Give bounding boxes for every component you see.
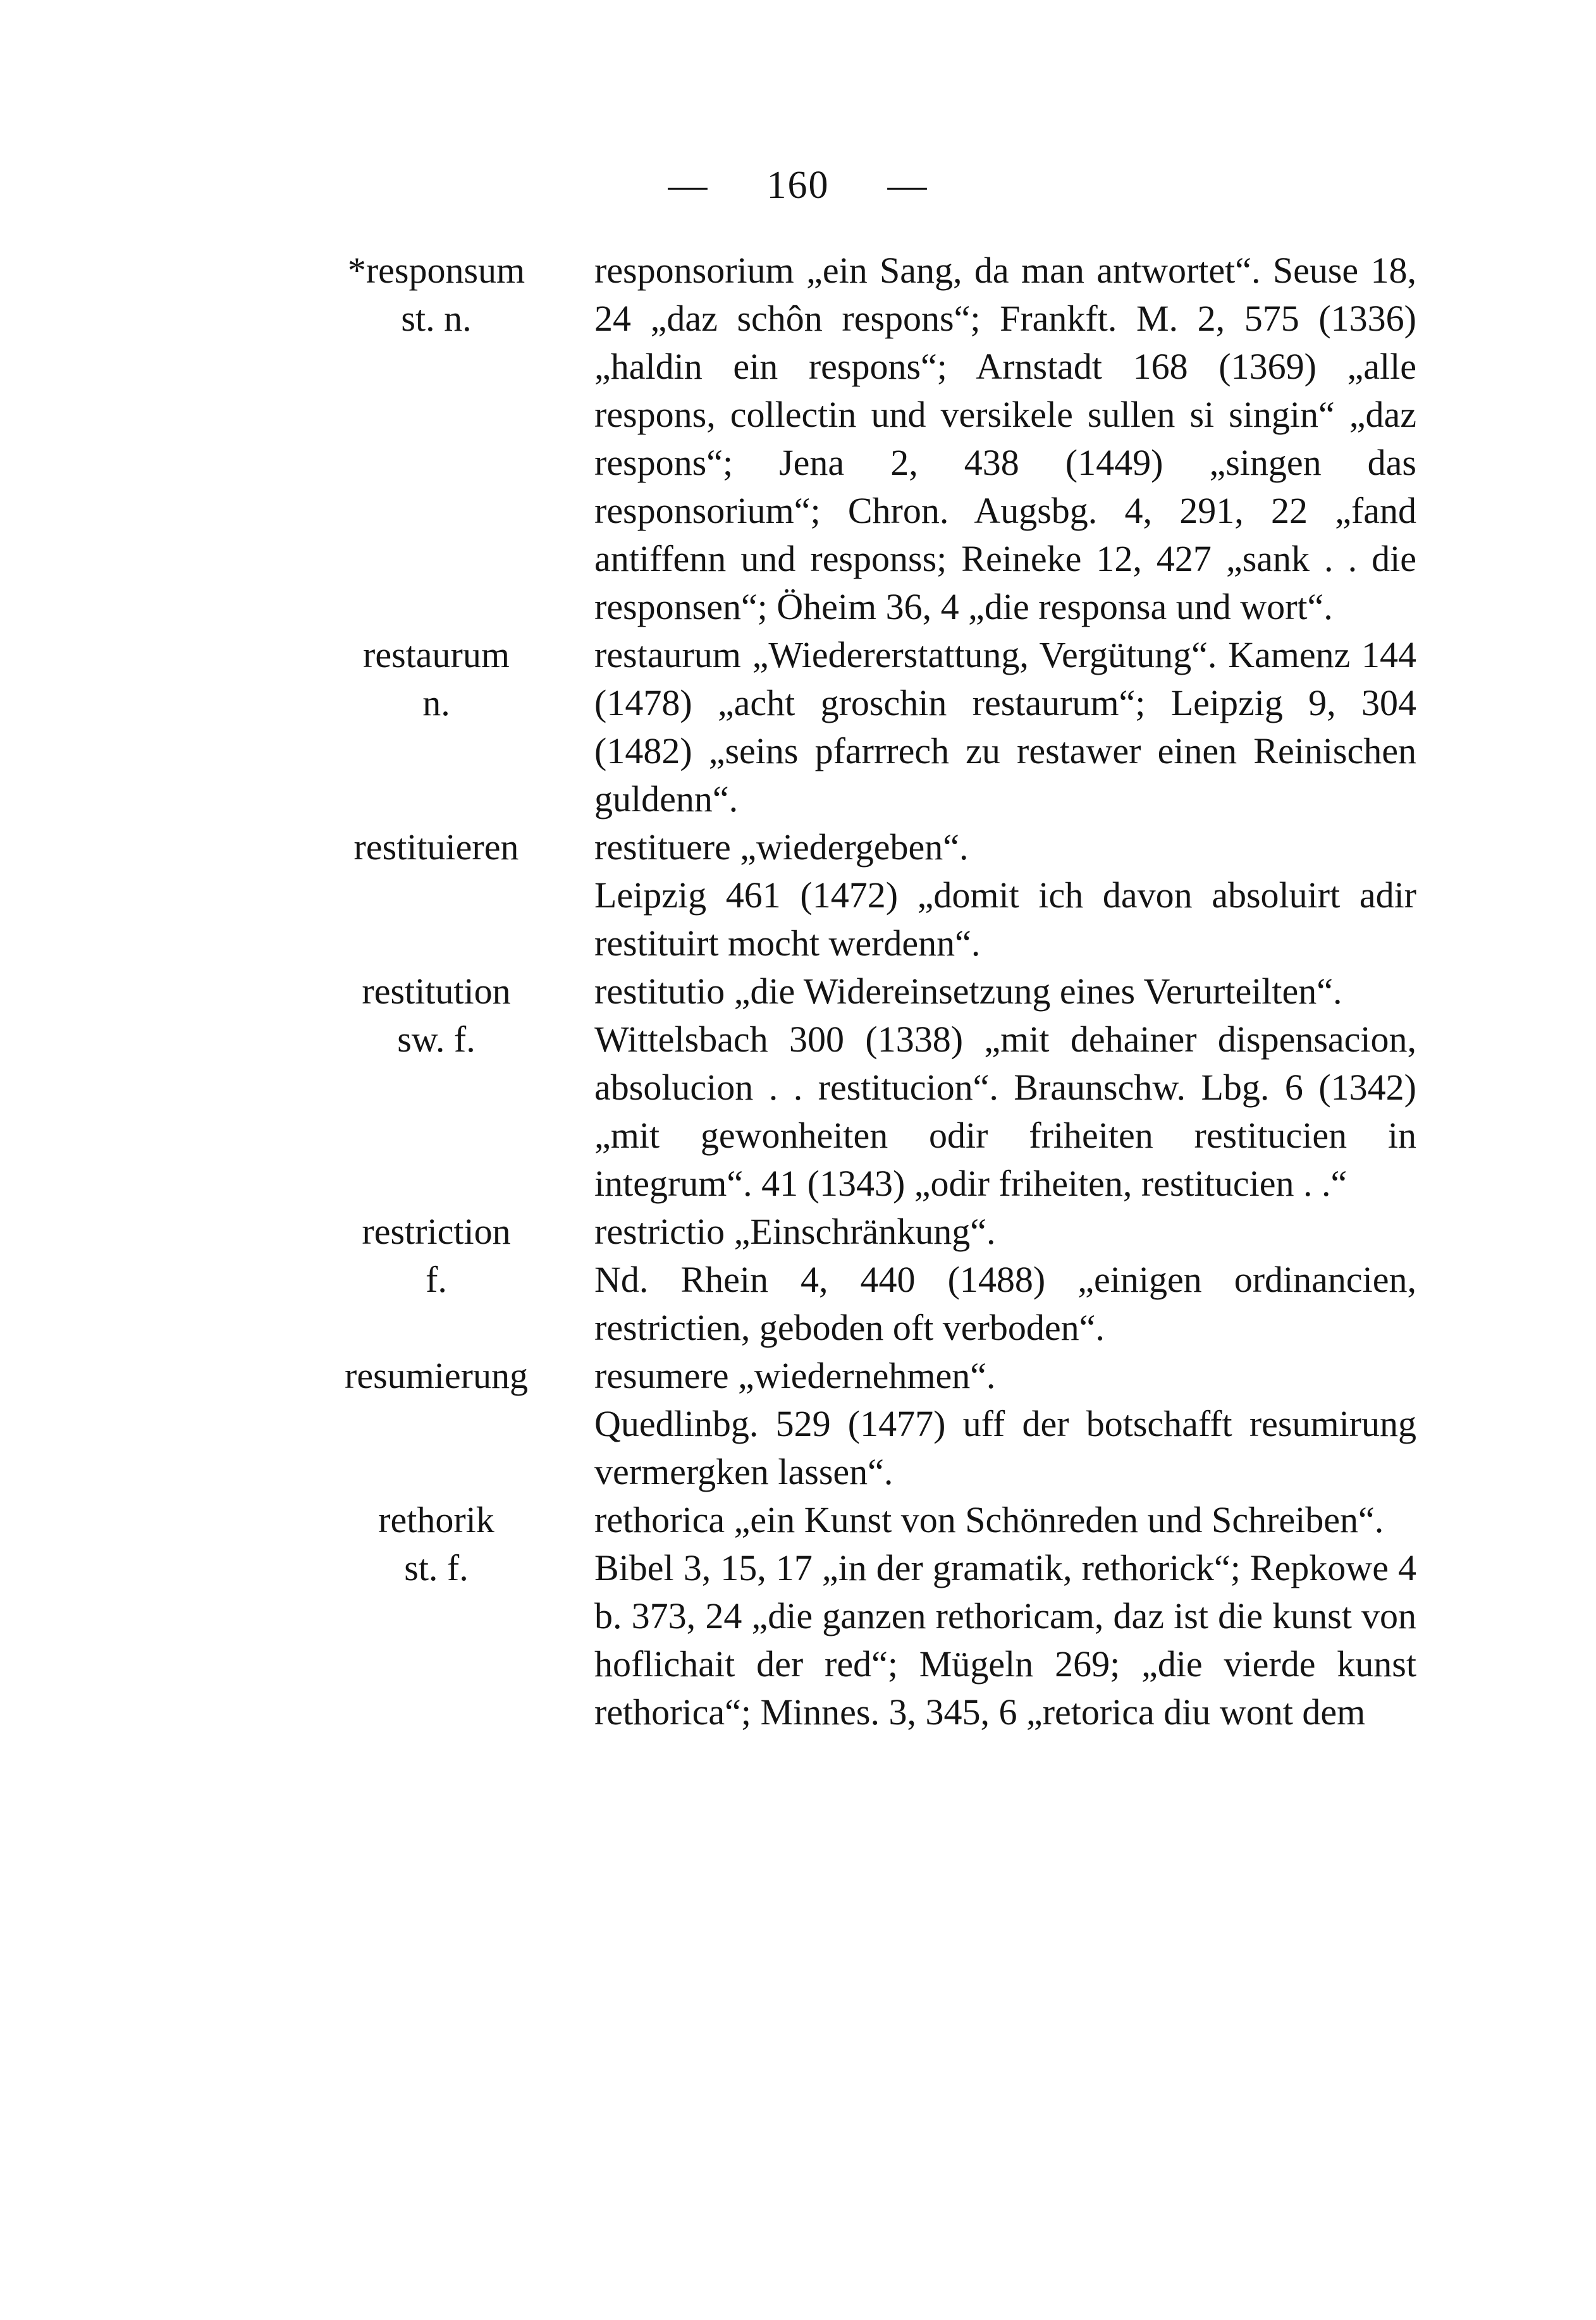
headword-text: *responsum (347, 250, 525, 291)
entry-body (594, 1208, 1416, 1352)
entry-body (594, 247, 1416, 631)
entry-citations: Wittelsbach 300 (1338) „mit dehainer dispensacion, absolucion . . restitucion“. Braunschw. Lbg. 6 (1342) „mit gewonheiten odir friheiten restitucien in integrum“. 41 (1343) „odir friheiten, restitucien . .“ (594, 1019, 1416, 1204)
page-number-dash-right: — (887, 164, 928, 207)
dictionary-entry (304, 1496, 1416, 1736)
dictionary-entry (304, 967, 1416, 1208)
entry-paragraph: responsorium „ein Sang, da man antwortet“. Seuse 18, 24 „daz schôn respons“; Frankft. M. 2, 575 (1336) „haldin ein respons“; Arnstadt 168 (1369) „alle respons, collectin und versikele sullen si singin“ „daz respons“; Jena 2, 438 (1449) „singen das responsorium“; Chron. Augsbg. 4, 291, 22 „fand antiffenn und responss; Reineke 12, 427 „sank . . die responsen“; Öheim 36, 4 „die responsa und wort“. (594, 250, 1416, 627)
dictionary-entry (304, 631, 1416, 823)
entry-body (594, 967, 1416, 1208)
headword-grammar: st. f. (404, 1547, 469, 1588)
entry-definition: resumere „wiedernehmen“. (594, 1355, 996, 1396)
entry-definition: restitutio „die Widereinsetzung eines Verurteilten“. (594, 971, 1342, 1012)
entry-paragraph: restaurum „Wiedererstattung, Vergütung“. Kamenz 144 (1478) „acht groschin restaurum“; Leipzig 9, 304 (1482) „seins pfarrrech zu restawer einen Reinischen guldenn“. (594, 634, 1416, 819)
entry-body (594, 1352, 1416, 1496)
entry-citations: Bibel 3, 15, 17 „in der gramatik, rethorick“; Repkowe 4 b. 373, 24 „die ganzen rethoricam, daz ist die kunst von hoflichait der red“; Mügeln 269; „die vierde kunst rethorica“; Minnes. 3, 345, 6 „retorica diu wont dem (594, 1547, 1416, 1733)
headword-grammar: sw. f. (397, 1019, 476, 1060)
dictionary-entries (304, 247, 1416, 1736)
entry-citations: Leipzig 461 (1472) „domit ich davon absoluirt adir restituirt mocht werdenn“. (594, 875, 1416, 964)
entry-body (594, 631, 1416, 823)
entry-citations: Quedlinbg. 529 (1477) uff der botschafft resumirung vermergken lassen“. (594, 1403, 1416, 1492)
entry-definition: restituere „wiedergeben“. (594, 826, 969, 868)
headword-grammar: n. (422, 682, 450, 723)
headword-text: restitution (362, 971, 511, 1012)
dictionary-entry (304, 823, 1416, 967)
entry-body (594, 1496, 1416, 1736)
headword-grammar: f. (426, 1259, 447, 1300)
entry-headword (304, 631, 569, 823)
headword-text: restriction (362, 1211, 511, 1252)
headword-text: restituieren (353, 826, 519, 868)
page-number-dash-left: — (668, 164, 709, 207)
page-number (0, 163, 1596, 208)
headword-text: resumierung (345, 1355, 528, 1396)
entry-citations: Nd. Rhein 4, 440 (1488) „einigen ordinancien, restrictien, geboden oft verboden“. (594, 1259, 1416, 1348)
dictionary-entry (304, 1208, 1416, 1352)
entry-headword (304, 823, 569, 967)
entry-headword (304, 1496, 569, 1736)
dictionary-entry (304, 1352, 1416, 1496)
entry-headword (304, 1208, 569, 1352)
dictionary-entry (304, 247, 1416, 631)
headword-grammar: st. n. (401, 298, 472, 339)
headword-text: restaurum (363, 634, 510, 675)
page-number-value: 160 (766, 164, 830, 207)
entry-headword (304, 1352, 569, 1496)
entry-definition: rethorica „ein Kunst von Schönreden und Schreiben“. (594, 1499, 1384, 1540)
entry-headword (304, 967, 569, 1208)
headword-text: rethorik (378, 1499, 494, 1540)
entry-body (594, 823, 1416, 967)
entry-definition: restrictio „Einschränkung“. (594, 1211, 996, 1252)
entry-headword (304, 247, 569, 631)
